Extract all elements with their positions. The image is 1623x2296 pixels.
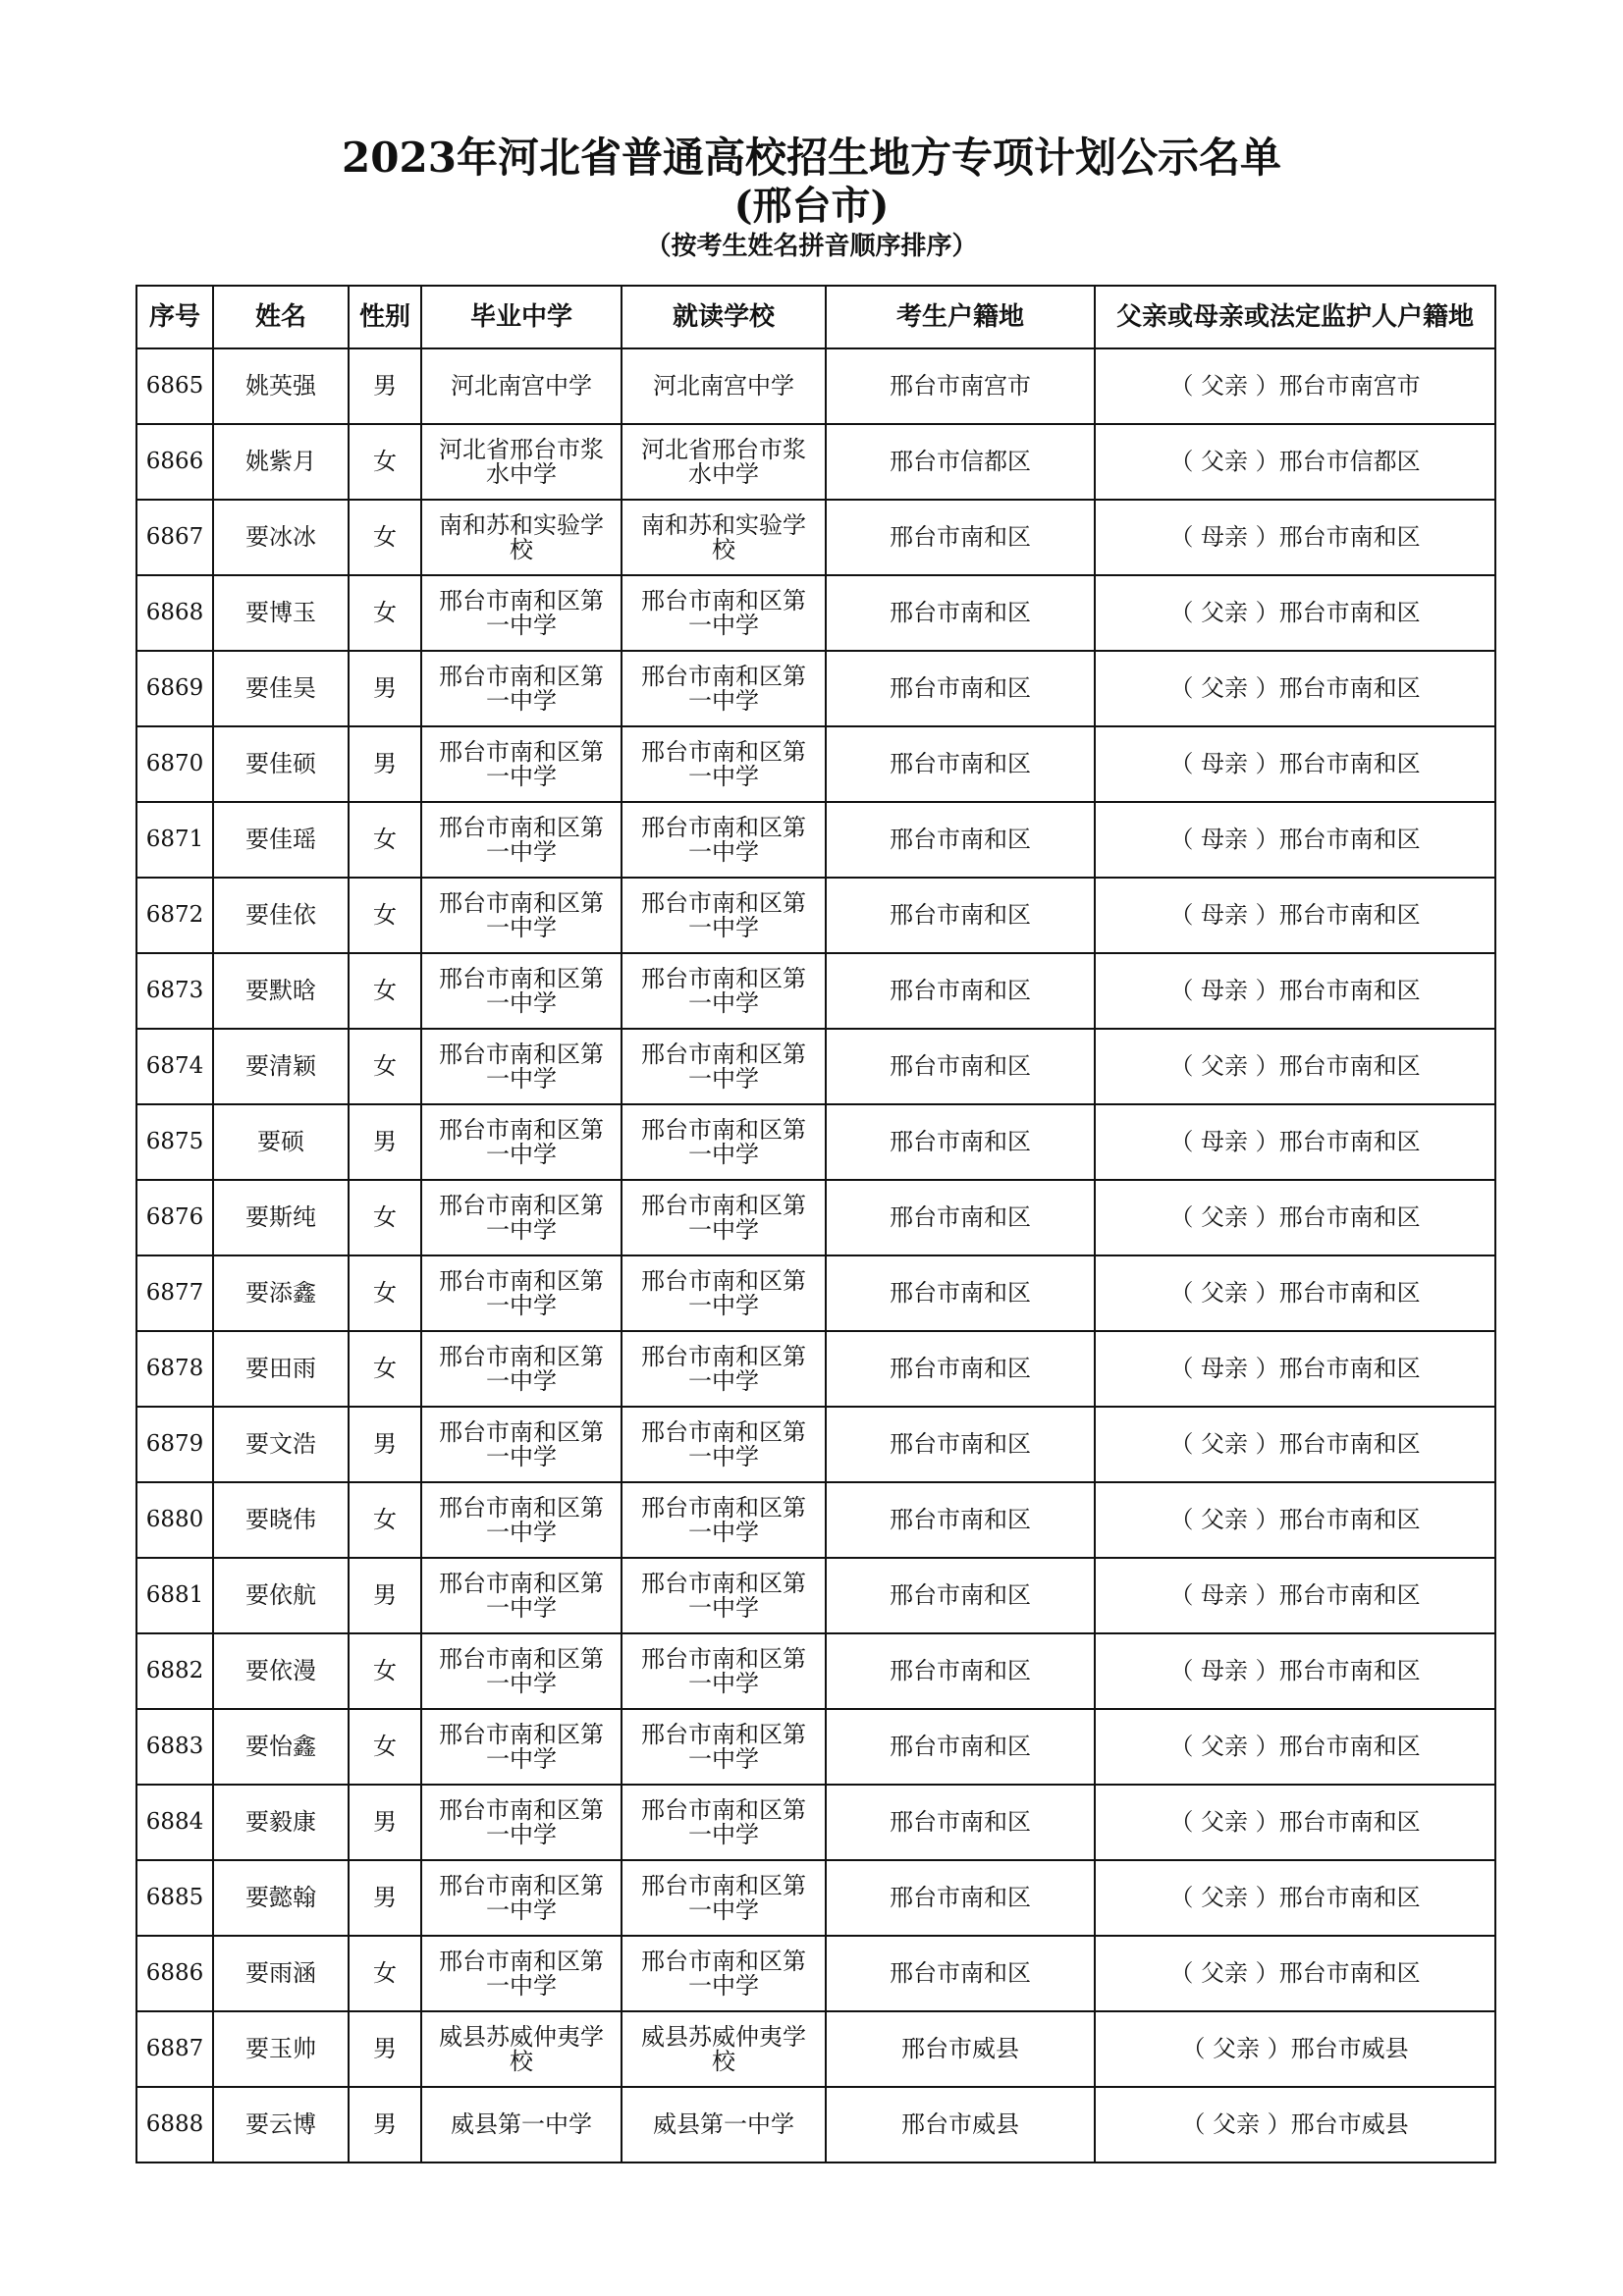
- cell-index: 6884: [136, 1785, 213, 1860]
- cell-current-school: 威县苏威仲夷学校: [622, 2011, 826, 2087]
- cell-guardian-registration: （ 父亲 ）邢台市威县: [1095, 2011, 1495, 2087]
- document-sort-note: （按考生姓名拼音顺序排序）: [645, 232, 978, 261]
- cell-current-school: 邢台市南和区第一中学: [622, 651, 826, 726]
- cell-index: 6872: [136, 878, 213, 953]
- document-subtitle-city: (邢台市): [733, 183, 890, 229]
- cell-gender: 女: [349, 1255, 421, 1331]
- cell-household-registration: 邢台市南和区: [826, 500, 1095, 575]
- cell-gender: 女: [349, 1482, 421, 1558]
- cell-current-school: 邢台市南和区第一中学: [622, 1633, 826, 1709]
- cell-index: 6880: [136, 1482, 213, 1558]
- cell-current-school: 南和苏和实验学校: [622, 500, 826, 575]
- cell-graduation-school: 邢台市南和区第一中学: [421, 1104, 622, 1180]
- cell-index: 6866: [136, 424, 213, 500]
- table-row: [136, 1785, 1495, 1860]
- cell-graduation-school: 邢台市南和区第一中学: [421, 1785, 622, 1860]
- cell-index: 6875: [136, 1104, 213, 1180]
- cell-name: 要毅康: [213, 1785, 349, 1860]
- cell-current-school: 威县第一中学: [622, 2087, 826, 2163]
- cell-gender: 男: [349, 2087, 421, 2163]
- cell-index: 6888: [136, 2087, 213, 2163]
- cell-guardian-registration: （ 父亲 ）邢台市南和区: [1095, 1936, 1495, 2011]
- cell-household-registration: 邢台市南和区: [826, 802, 1095, 878]
- cell-household-registration: 邢台市南和区: [826, 1785, 1095, 1860]
- cell-index: 6885: [136, 1860, 213, 1936]
- cell-name: 要怡鑫: [213, 1709, 349, 1785]
- cell-household-registration: 邢台市南和区: [826, 1255, 1095, 1331]
- header-index: 序号: [136, 286, 213, 348]
- cell-gender: 女: [349, 1709, 421, 1785]
- table-row: [136, 1029, 1495, 1104]
- cell-current-school: 邢台市南和区第一中学: [622, 1331, 826, 1407]
- cell-graduation-school: 南和苏和实验学校: [421, 500, 622, 575]
- table-row: [136, 1104, 1495, 1180]
- cell-gender: 女: [349, 1029, 421, 1104]
- cell-gender: 女: [349, 424, 421, 500]
- cell-graduation-school: 邢台市南和区第一中学: [421, 651, 622, 726]
- cell-name: 要佳昊: [213, 651, 349, 726]
- table-row: [136, 802, 1495, 878]
- cell-name: 要硕: [213, 1104, 349, 1180]
- cell-gender: 男: [349, 726, 421, 802]
- cell-household-registration: 邢台市南和区: [826, 1331, 1095, 1407]
- cell-index: 6882: [136, 1633, 213, 1709]
- cell-household-registration: 邢台市南和区: [826, 1104, 1095, 1180]
- cell-name: 要田雨: [213, 1331, 349, 1407]
- cell-current-school: 邢台市南和区第一中学: [622, 953, 826, 1029]
- cell-index: 6870: [136, 726, 213, 802]
- table-body: [136, 348, 1495, 2163]
- table-row: [136, 878, 1495, 953]
- cell-guardian-registration: （ 母亲 ）邢台市南和区: [1095, 726, 1495, 802]
- cell-guardian-registration: （ 父亲 ）邢台市南和区: [1095, 1785, 1495, 1860]
- cell-guardian-registration: （ 父亲 ）邢台市南和区: [1095, 1180, 1495, 1255]
- cell-graduation-school: 邢台市南和区第一中学: [421, 1331, 622, 1407]
- table-row: [136, 1180, 1495, 1255]
- cell-household-registration: 邢台市南和区: [826, 726, 1095, 802]
- cell-name: 要博玉: [213, 575, 349, 651]
- cell-current-school: 邢台市南和区第一中学: [622, 1709, 826, 1785]
- cell-guardian-registration: （ 父亲 ）邢台市南和区: [1095, 651, 1495, 726]
- cell-graduation-school: 河北南宫中学: [421, 348, 622, 424]
- cell-graduation-school: 邢台市南和区第一中学: [421, 575, 622, 651]
- cell-graduation-school: 邢台市南和区第一中学: [421, 726, 622, 802]
- cell-index: 6868: [136, 575, 213, 651]
- cell-household-registration: 邢台市威县: [826, 2011, 1095, 2087]
- cell-graduation-school: 邢台市南和区第一中学: [421, 1860, 622, 1936]
- cell-index: 6883: [136, 1709, 213, 1785]
- cell-gender: 女: [349, 500, 421, 575]
- table-row: [136, 1709, 1495, 1785]
- roster-table: [135, 285, 1496, 2163]
- header-graduation-school: 毕业中学: [421, 286, 622, 348]
- cell-graduation-school: 邢台市南和区第一中学: [421, 1482, 622, 1558]
- cell-household-registration: 邢台市南和区: [826, 1936, 1095, 2011]
- table-row: [136, 1331, 1495, 1407]
- cell-gender: 女: [349, 1936, 421, 2011]
- cell-index: 6878: [136, 1331, 213, 1407]
- cell-household-registration: 邢台市南和区: [826, 1407, 1095, 1482]
- cell-guardian-registration: （ 父亲 ）邢台市南和区: [1095, 1407, 1495, 1482]
- cell-graduation-school: 河北省邢台市浆水中学: [421, 424, 622, 500]
- cell-graduation-school: 邢台市南和区第一中学: [421, 878, 622, 953]
- cell-gender: 男: [349, 1104, 421, 1180]
- cell-guardian-registration: （ 母亲 ）邢台市南和区: [1095, 1558, 1495, 1633]
- cell-gender: 男: [349, 1407, 421, 1482]
- cell-guardian-registration: （ 母亲 ）邢台市南和区: [1095, 1104, 1495, 1180]
- cell-guardian-registration: （ 父亲 ）邢台市南和区: [1095, 1482, 1495, 1558]
- table-row: [136, 2011, 1495, 2087]
- cell-current-school: 邢台市南和区第一中学: [622, 1936, 826, 2011]
- cell-household-registration: 邢台市南和区: [826, 953, 1095, 1029]
- cell-graduation-school: 邢台市南和区第一中学: [421, 1180, 622, 1255]
- cell-gender: 男: [349, 1558, 421, 1633]
- cell-index: 6867: [136, 500, 213, 575]
- cell-household-registration: 邢台市威县: [826, 2087, 1095, 2163]
- cell-graduation-school: 邢台市南和区第一中学: [421, 1255, 622, 1331]
- cell-index: 6886: [136, 1936, 213, 2011]
- cell-index: 6879: [136, 1407, 213, 1482]
- cell-graduation-school: 邢台市南和区第一中学: [421, 1936, 622, 2011]
- cell-household-registration: 邢台市南和区: [826, 1558, 1095, 1633]
- cell-current-school: 邢台市南和区第一中学: [622, 1029, 826, 1104]
- cell-graduation-school: 邢台市南和区第一中学: [421, 802, 622, 878]
- cell-current-school: 邢台市南和区第一中学: [622, 1860, 826, 1936]
- cell-name: 要佳瑶: [213, 802, 349, 878]
- table-row: [136, 348, 1495, 424]
- cell-current-school: 河北省邢台市浆水中学: [622, 424, 826, 500]
- cell-guardian-registration: （ 母亲 ）邢台市南和区: [1095, 500, 1495, 575]
- cell-graduation-school: 邢台市南和区第一中学: [421, 1029, 622, 1104]
- table-row: [136, 651, 1495, 726]
- cell-name: 要晓伟: [213, 1482, 349, 1558]
- cell-household-registration: 邢台市南和区: [826, 575, 1095, 651]
- cell-index: 6873: [136, 953, 213, 1029]
- header-current-school: 就读学校: [622, 286, 826, 348]
- cell-name: 要依漫: [213, 1633, 349, 1709]
- cell-guardian-registration: （ 父亲 ）邢台市南和区: [1095, 1860, 1495, 1936]
- cell-current-school: 邢台市南和区第一中学: [622, 1785, 826, 1860]
- cell-name: 要文浩: [213, 1407, 349, 1482]
- cell-current-school: 邢台市南和区第一中学: [622, 575, 826, 651]
- cell-graduation-school: 邢台市南和区第一中学: [421, 1407, 622, 1482]
- cell-gender: 女: [349, 1331, 421, 1407]
- cell-guardian-registration: （ 父亲 ）邢台市南和区: [1095, 575, 1495, 651]
- cell-index: 6887: [136, 2011, 213, 2087]
- table-row: [136, 500, 1495, 575]
- cell-index: 6874: [136, 1029, 213, 1104]
- cell-current-school: 邢台市南和区第一中学: [622, 1180, 826, 1255]
- cell-guardian-registration: （ 母亲 ）邢台市南和区: [1095, 802, 1495, 878]
- cell-household-registration: 邢台市南和区: [826, 1180, 1095, 1255]
- cell-guardian-registration: （ 母亲 ）邢台市南和区: [1095, 953, 1495, 1029]
- table-header-row: [136, 286, 1495, 348]
- cell-graduation-school: 威县苏威仲夷学校: [421, 2011, 622, 2087]
- header-household-registration: 考生户籍地: [826, 286, 1095, 348]
- cell-gender: 男: [349, 651, 421, 726]
- table-row: [136, 424, 1495, 500]
- cell-gender: 男: [349, 348, 421, 424]
- cell-graduation-school: 邢台市南和区第一中学: [421, 1709, 622, 1785]
- table-row: [136, 1407, 1495, 1482]
- cell-name: 要依航: [213, 1558, 349, 1633]
- cell-guardian-registration: （ 父亲 ）邢台市南和区: [1095, 1709, 1495, 1785]
- cell-gender: 女: [349, 878, 421, 953]
- table-row: [136, 1482, 1495, 1558]
- cell-name: 要添鑫: [213, 1255, 349, 1331]
- cell-guardian-registration: （ 母亲 ）邢台市南和区: [1095, 878, 1495, 953]
- cell-guardian-registration: （ 父亲 ）邢台市南宫市: [1095, 348, 1495, 424]
- cell-gender: 男: [349, 1860, 421, 1936]
- cell-name: 要斯纯: [213, 1180, 349, 1255]
- cell-household-registration: 邢台市南和区: [826, 1633, 1095, 1709]
- cell-index: 6865: [136, 348, 213, 424]
- header-gender: 性别: [349, 286, 421, 348]
- table-row: [136, 726, 1495, 802]
- cell-name: 要冰冰: [213, 500, 349, 575]
- header-guardian-registration: 父亲或母亲或法定监护人户籍地: [1095, 286, 1495, 348]
- cell-gender: 男: [349, 1785, 421, 1860]
- cell-current-school: 邢台市南和区第一中学: [622, 1482, 826, 1558]
- cell-gender: 女: [349, 802, 421, 878]
- cell-index: 6877: [136, 1255, 213, 1331]
- cell-current-school: 河北南宫中学: [622, 348, 826, 424]
- cell-current-school: 邢台市南和区第一中学: [622, 726, 826, 802]
- table-row: [136, 1633, 1495, 1709]
- cell-household-registration: 邢台市南宫市: [826, 348, 1095, 424]
- cell-current-school: 邢台市南和区第一中学: [622, 802, 826, 878]
- cell-gender: 女: [349, 575, 421, 651]
- cell-graduation-school: 邢台市南和区第一中学: [421, 1633, 622, 1709]
- cell-name: 要默晗: [213, 953, 349, 1029]
- cell-guardian-registration: （ 父亲 ）邢台市南和区: [1095, 1255, 1495, 1331]
- cell-household-registration: 邢台市南和区: [826, 1709, 1095, 1785]
- cell-index: 6871: [136, 802, 213, 878]
- document-title: 2023年河北省普通高校招生地方专项计划公示名单: [342, 133, 1281, 182]
- table-row: [136, 575, 1495, 651]
- cell-index: 6876: [136, 1180, 213, 1255]
- cell-gender: 女: [349, 953, 421, 1029]
- cell-current-school: 邢台市南和区第一中学: [622, 878, 826, 953]
- header-name: 姓名: [213, 286, 349, 348]
- table-row: [136, 1860, 1495, 1936]
- cell-graduation-school: 威县第一中学: [421, 2087, 622, 2163]
- cell-guardian-registration: （ 父亲 ）邢台市信都区: [1095, 424, 1495, 500]
- cell-name: 要佳依: [213, 878, 349, 953]
- table-row: [136, 953, 1495, 1029]
- cell-index: 6869: [136, 651, 213, 726]
- cell-guardian-registration: （ 母亲 ）邢台市南和区: [1095, 1633, 1495, 1709]
- cell-name: 姚英强: [213, 348, 349, 424]
- cell-gender: 男: [349, 2011, 421, 2087]
- cell-name: 要雨涵: [213, 1936, 349, 2011]
- cell-guardian-registration: （ 母亲 ）邢台市南和区: [1095, 1331, 1495, 1407]
- cell-name: 要云博: [213, 2087, 349, 2163]
- cell-name: 要佳硕: [213, 726, 349, 802]
- table-row: [136, 1255, 1495, 1331]
- cell-household-registration: 邢台市信都区: [826, 424, 1095, 500]
- table-row: [136, 1558, 1495, 1633]
- cell-gender: 女: [349, 1633, 421, 1709]
- table-row: [136, 2087, 1495, 2163]
- cell-current-school: 邢台市南和区第一中学: [622, 1407, 826, 1482]
- cell-gender: 女: [349, 1180, 421, 1255]
- table-row: [136, 1936, 1495, 2011]
- cell-graduation-school: 邢台市南和区第一中学: [421, 953, 622, 1029]
- cell-guardian-registration: （ 父亲 ）邢台市威县: [1095, 2087, 1495, 2163]
- cell-name: 要清颖: [213, 1029, 349, 1104]
- cell-household-registration: 邢台市南和区: [826, 878, 1095, 953]
- cell-household-registration: 邢台市南和区: [826, 1860, 1095, 1936]
- cell-guardian-registration: （ 父亲 ）邢台市南和区: [1095, 1029, 1495, 1104]
- cell-current-school: 邢台市南和区第一中学: [622, 1255, 826, 1331]
- cell-household-registration: 邢台市南和区: [826, 1482, 1095, 1558]
- cell-household-registration: 邢台市南和区: [826, 1029, 1095, 1104]
- cell-current-school: 邢台市南和区第一中学: [622, 1558, 826, 1633]
- cell-name: 要玉帅: [213, 2011, 349, 2087]
- cell-index: 6881: [136, 1558, 213, 1633]
- cell-current-school: 邢台市南和区第一中学: [622, 1104, 826, 1180]
- cell-name: 要懿翰: [213, 1860, 349, 1936]
- cell-name: 姚紫月: [213, 424, 349, 500]
- cell-graduation-school: 邢台市南和区第一中学: [421, 1558, 622, 1633]
- cell-household-registration: 邢台市南和区: [826, 651, 1095, 726]
